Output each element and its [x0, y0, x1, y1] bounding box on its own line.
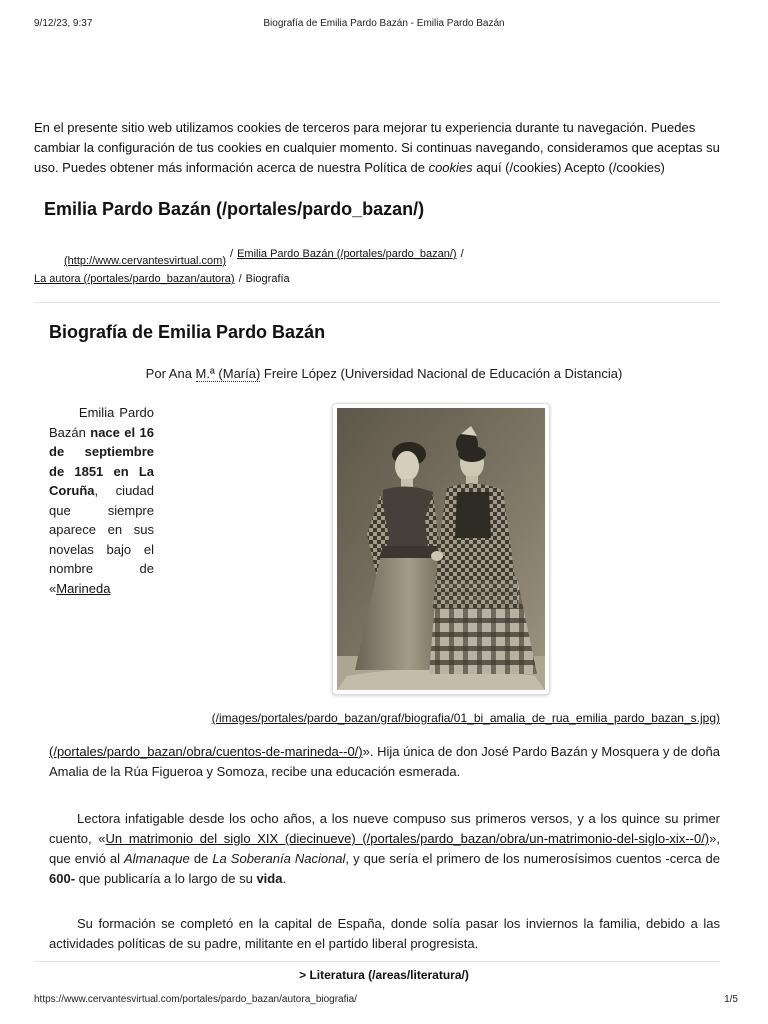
- breadcrumb-separator: /: [230, 248, 234, 260]
- article-byline: [0, 366, 768, 381]
- cookie-notice: [34, 118, 734, 178]
- divider: [34, 302, 720, 303]
- cookie-links[interactable]: aquí (/cookies) Acepto (/cookies): [472, 160, 665, 175]
- p2-text-c: de: [189, 851, 213, 866]
- breadcrumb-home-link[interactable]: (http://www.cervantesvirtual.com): [64, 255, 226, 267]
- paragraph-2: [49, 809, 720, 889]
- print-page-title: Biografía de Emilia Pardo Bazán - Emilia Pardo Bazán: [263, 18, 505, 29]
- divider: [34, 961, 720, 962]
- cookie-text: En el presente sitio web utilizamos cookies de terceros para mejorar tu experiencia durante tu navegación. Puedes cambiar la configuración de tus cookies en cualquier momento. Si continuas navegando, consideramos que aceptas su uso. Puedes obtener más información acerca de nuestra Política de: [34, 120, 720, 175]
- image-source-link[interactable]: (/images/portales/pardo_bazan/graf/biografia/01_bi_amalia_de_rua_emilia_pardo_bazan_s.jpg): [211, 711, 720, 725]
- paragraph-3: Su formación se completó en la capital de España, donde solía pasar los inviernos la familia, debido a las actividades políticas de su padre, militante en el partido liberal progresista.: [49, 916, 720, 951]
- intro-birth-highlight: nace el 16 de septiembre de 1851 en La Coruña: [49, 424, 154, 498]
- breadcrumb-autora-link[interactable]: La autora (/portales/pardo_bazan/autora): [34, 273, 235, 285]
- p2-text-d: , y que sería el primero de los numerosísimos cuentos -cerca de: [345, 851, 720, 866]
- p2-vida: vida: [256, 871, 283, 886]
- p2-text-f: .: [282, 871, 287, 886]
- cookie-word: cookies: [428, 160, 473, 175]
- portal-title[interactable]: Emilia Pardo Bazán (/portales/pardo_bazan/): [44, 199, 425, 219]
- print-page-number: 1/5: [724, 994, 738, 1005]
- article-title: Biografía de Emilia Pardo Bazán: [49, 322, 326, 342]
- literatura-section-link[interactable]: > Literatura (/areas/literatura/): [299, 968, 469, 982]
- paragraph-1-text: ». Hija única de don José Pardo Bazán y Mosquera y de doña Amalia de la Rúa Figueroa y Somoza, recibe una educación esmerada.: [49, 744, 720, 779]
- print-url: https://www.cervantesvirtual.com/portales/pardo_bazan/autora_biografia/: [34, 994, 357, 1005]
- cuentos-de-marineda-link[interactable]: (/portales/pardo_bazan/obra/cuentos-de-marineda--0/): [49, 744, 363, 759]
- intro-text: Emilia Pardo Bazán: [49, 405, 154, 440]
- intro-text-2: , ciudad que siempre aparece en sus novelas bajo el nombre de «: [49, 483, 154, 596]
- breadcrumb-separator: /: [238, 273, 242, 285]
- breadcrumb-portal-link[interactable]: Emilia Pardo Bazán (/portales/pardo_bazan/): [237, 248, 457, 260]
- portrait-photo[interactable]: [332, 403, 550, 695]
- breadcrumb-current: Biografía: [245, 273, 290, 285]
- breadcrumb: [34, 248, 468, 267]
- p2-text-a: Lectora infatigable desde los ocho años, a los nueve compuso sus primeros versos, y a los quince su primer cuento, «: [49, 811, 720, 846]
- p2-text-e: que publicaría a lo largo de su: [75, 871, 257, 886]
- paragraph-1: [49, 742, 720, 782]
- p2-almanaque: Almanaque: [124, 851, 190, 866]
- intro-paragraph: [49, 403, 154, 598]
- p2-soberania: La Soberanía Nacional: [212, 851, 346, 866]
- byline-author: Freire López (Universidad Nacional de Educación a Distancia): [260, 366, 623, 381]
- marineda-link[interactable]: Marineda: [56, 580, 111, 596]
- breadcrumb-separator: /: [460, 248, 464, 260]
- byline-prefix: Por Ana: [145, 366, 196, 381]
- p2-count: 600-: [49, 871, 76, 886]
- portrait-image: [337, 408, 545, 690]
- byline-abbreviation: M.ª (María): [195, 366, 261, 381]
- breadcrumb-line-2: [34, 273, 290, 285]
- print-date: 9/12/23, 9:37: [34, 18, 93, 29]
- p2-text-b: », que envió al: [49, 831, 720, 866]
- un-matrimonio-link[interactable]: Un matrimonio del siglo XIX (diecinueve) (/portales/pardo_bazan/obra/un-matrimonio-del-siglo-xix--0/): [105, 831, 710, 846]
